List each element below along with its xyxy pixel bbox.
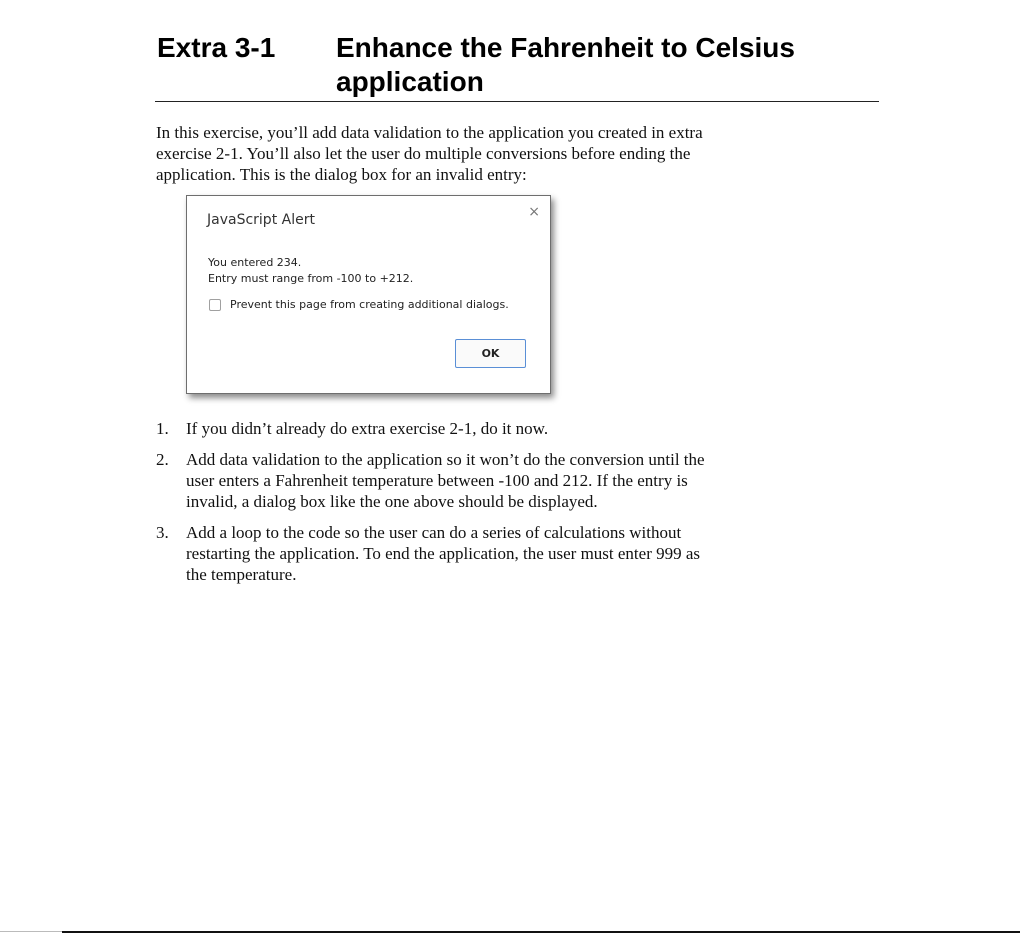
step-text-line: invalid, a dialog box like the one above should be displayed. xyxy=(186,492,598,511)
intro-paragraph xyxy=(156,122,756,185)
prevent-dialogs-checkbox[interactable] xyxy=(209,299,221,311)
close-icon[interactable]: × xyxy=(528,204,540,220)
step-text xyxy=(186,418,754,439)
dialog-message-line-2: Entry must range from -100 to +212. xyxy=(208,272,414,285)
step-text xyxy=(186,449,754,512)
footer-divider xyxy=(62,931,1020,933)
step-text-line: Add a loop to the code so the user can do a series of calculations without xyxy=(186,523,682,542)
javascript-alert-dialog xyxy=(186,195,551,394)
ok-button[interactable]: OK xyxy=(455,339,526,368)
dialog-message-line-1: You entered 234. xyxy=(208,256,302,269)
step-text-line: the temperature. xyxy=(186,565,297,584)
step-text-line: If you didn’t already do extra exercise 2-1, do it now. xyxy=(186,419,549,438)
step-text-line: restarting the application. To end the application, the user must enter 999 as xyxy=(186,544,701,563)
exercise-title-line-1: Enhance the Fahrenheit to Celsius xyxy=(336,32,795,63)
prevent-dialogs-label: Prevent this page from creating additional dialogs. xyxy=(230,298,509,311)
step-number: 2. xyxy=(156,450,169,469)
step-number: 1. xyxy=(156,419,169,438)
dialog-title: JavaScript Alert xyxy=(207,212,315,228)
exercise-title-line-2: application xyxy=(336,66,484,97)
section-heading xyxy=(155,31,879,102)
step-number: 3. xyxy=(156,523,169,542)
intro-line-3: application. This is the dialog box for an invalid entry: xyxy=(156,165,527,184)
exercise-number: Extra 3-1 xyxy=(157,32,276,63)
intro-line-1: In this exercise, you’ll add data validation to the application you created in extra xyxy=(156,123,703,142)
step-text-line: Add data validation to the application so it won’t do the conversion until the xyxy=(186,450,705,469)
exercise-title xyxy=(336,31,876,99)
step-text-line: user enters a Fahrenheit temperature between -100 and 212. If the entry is xyxy=(186,471,688,490)
footer-divider-stub xyxy=(0,931,62,932)
step-text xyxy=(186,522,754,585)
intro-line-2: exercise 2-1. You’ll also let the user do multiple conversions before ending the xyxy=(156,144,691,163)
